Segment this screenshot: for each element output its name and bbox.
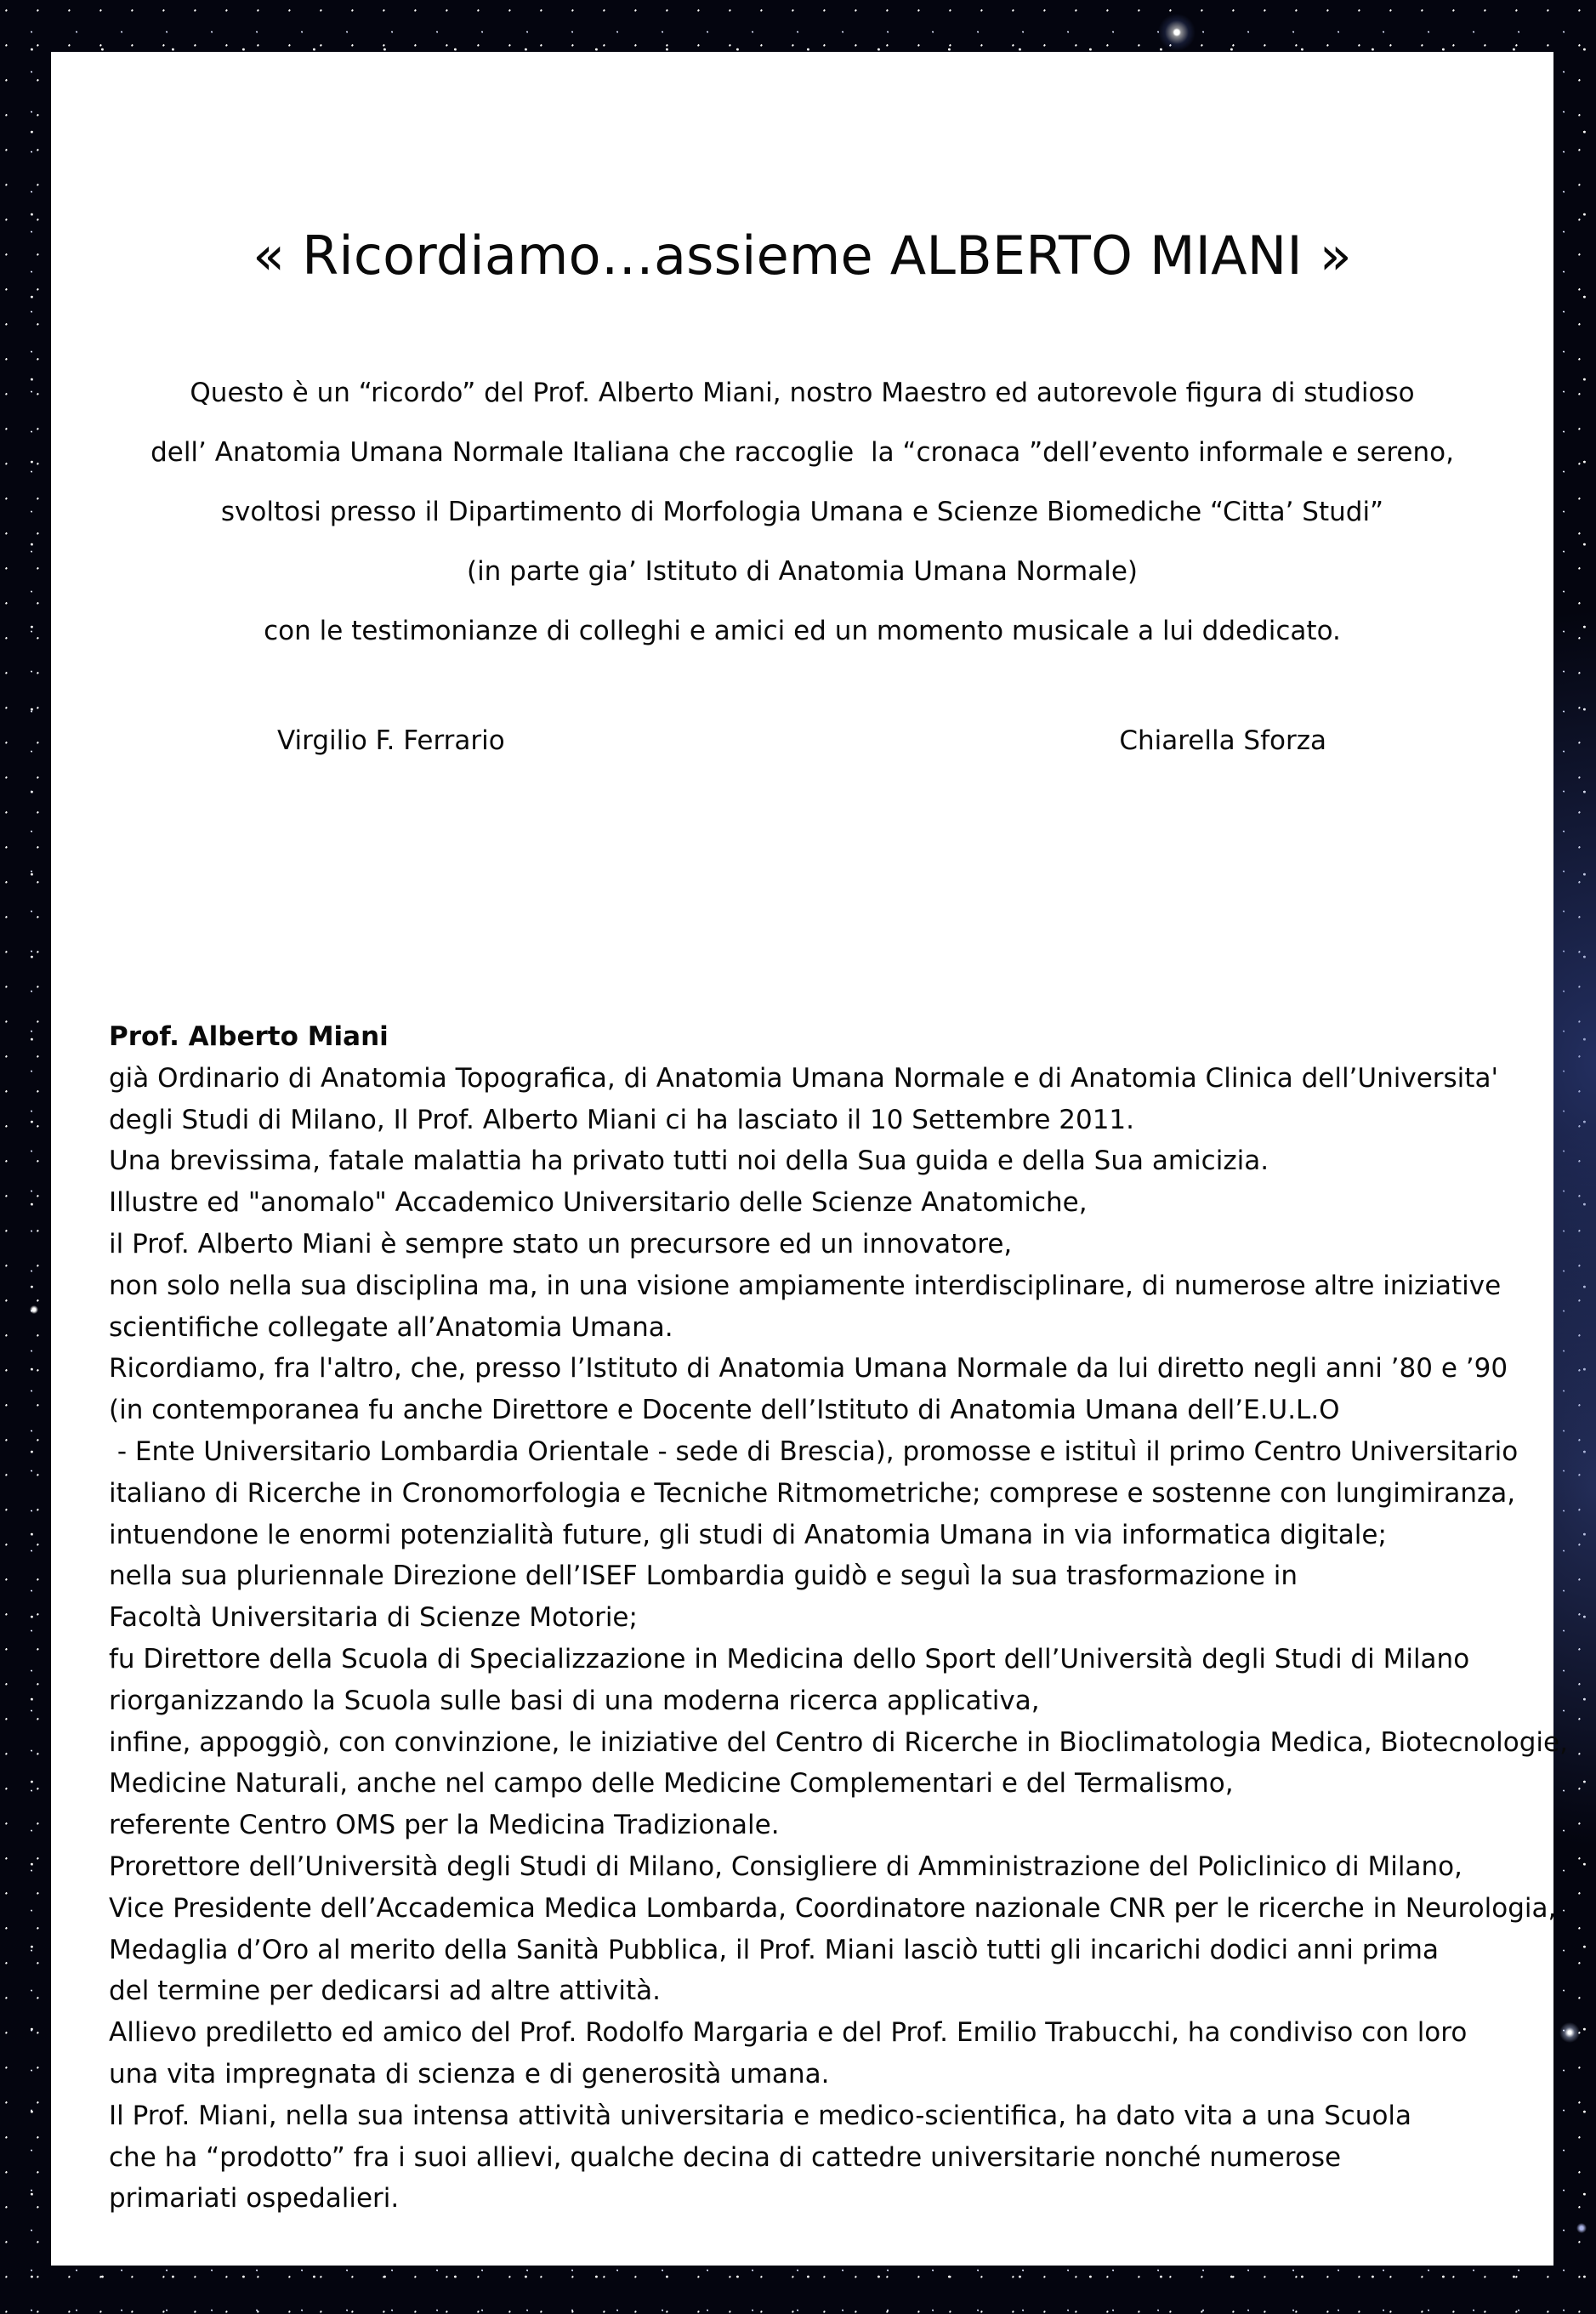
biography-line: Medicine Naturali, anche nel campo delle Medicine Complementari e del Termalismo, [109,1768,1234,1799]
biography-line: Allievo prediletto ed amico del Prof. Rodolfo Margaria e del Prof. Emilio Trabucchi, ha condiviso con loro [109,2017,1468,2049]
biography-line: una vita impregnata di scienza e di generosità umana. [109,2058,830,2089]
biography-line: il Prof. Alberto Miani è sempre stato un precursore ed un innovatore, [109,1228,1013,1259]
intro-line: dell’ Anatomia Umana Normale Italiana che raccoglie la “cronaca ”dell’evento informale e sereno, [151,437,1454,468]
biography-line: - Ente Universitario Lombardia Orientale - sede di Brescia), promosse e istituì il primo Centro Universitario [109,1436,1519,1467]
biography-line: Medaglia d’Oro al merito della Sanità Pubblica, il Prof. Miani lasciò tutti gli incarichi dodici anni prima [109,1934,1439,1965]
biography-section [109,1016,1568,2220]
biography-line: degli Studi di Milano, Il Prof. Alberto Miani ci ha lasciato il 10 Settembre 2011. [109,1104,1135,1135]
intro-line: svoltosi presso il Dipartimento di Morfologia Umana e Scienze Biomediche “Citta’ Studi” [220,497,1384,527]
intro-line: Questo è un “ricordo” del Prof. Alberto Miani, nostro Maestro ed autorevole figura di studioso [190,378,1415,408]
biography-line: che ha “prodotto” fra i suoi allievi, qualche decina di cattedre universitarie nonché numerose [109,2141,1342,2173]
biography-line: Illustre ed "anomalo" Accademico Universitario delle Scienze Anatomiche, [109,1187,1088,1219]
biography-heading: Prof. Alberto Miani [109,1021,389,1052]
intro-paragraph [51,363,1553,661]
biography-line: riorganizzando la Scuola sulle basi di una moderna ricerca applicativa, [109,1685,1040,1716]
biography-line: (in contemporanea fu anche Direttore e Docente dell’Istituto di Anatomia Umana dell’E.U.L.O [109,1395,1340,1426]
biography-line: nella sua pluriennale Direzione dell’ISEF Lombardia guidò e seguì la sua trasformazione in [109,1561,1298,1592]
biography-line: primariati ospedalieri. [109,2183,400,2215]
biography-line: non solo nella sua disciplina ma, in una visione ampiamente interdisciplinare, di numerose altre iniziative [109,1270,1502,1301]
page-title: « Ricordiamo…assieme ALBERTO MIANI » [253,225,1352,287]
biography-line: Facoltà Universitaria di Scienze Motorie; [109,1602,638,1634]
biography-line: fu Direttore della Scuola di Specializzazione in Medicina dello Sport dell’Università degli Studi di Milano [109,1643,1470,1674]
signature-right: Chiarella Sforza [1119,725,1326,756]
biography-line: del termine per dedicarsi ad altre attività. [109,1976,661,2007]
document-page [51,52,1568,2266]
biography-line: referente Centro OMS per la Medicina Tradizionale. [109,1810,780,1841]
biography-line: Una brevissima, fatale malattia ha privato tutti noi della Sua guida e della Sua amicizia. [109,1146,1269,1177]
biography-line: infine, appoggiò, con convinzione, le iniziative del Centro di Ricerche in Bioclimatologia Medica, Biotecnologie, [109,1726,1568,1758]
biography-line: scientifiche collegate all’Anatomia Umana. [109,1311,673,1343]
signature-left: Virgilio F. Ferrario [277,725,505,756]
biography-line: intuendone le enormi potenzialità future, gli studi di Anatomia Umana in via informatica digitale; [109,1519,1387,1550]
biography-line: Ricordiamo, fra l'altro, che, presso l’Istituto di Anatomia Umana Normale da lui diretto negli anni ’80 e ’90 [109,1353,1508,1384]
biography-line: Il Prof. Miani, nella sua intensa attività universitaria e medico-scientifica, ha dato vita a una Scuola [109,2100,1412,2131]
intro-line: (in parte gia’ Istituto di Anatomia Umana Normale) [466,556,1139,587]
biography-line: già Ordinario di Anatomia Topografica, di Anatomia Umana Normale e di Anatomia Clinica dell’Universita' [109,1062,1498,1094]
intro-line: con le testimonianze di colleghi e amici ed un momento musicale a lui ddedicato. [264,616,1341,646]
biography-line: Prorettore dell’Università degli Studi di Milano, Consigliere di Amministrazione del Policlinico di Milano, [109,1851,1463,1882]
biography-line: italiano di Ricerche in Cronomorfologia e Tecniche Ritmometriche; comprese e sostenne con lungimiranza, [109,1477,1516,1509]
biography-line: Vice Presidente dell’Accademica Medica Lombarda, Coordinatore nazionale CNR per le ricerche in Neurologia, [109,1892,1557,1924]
